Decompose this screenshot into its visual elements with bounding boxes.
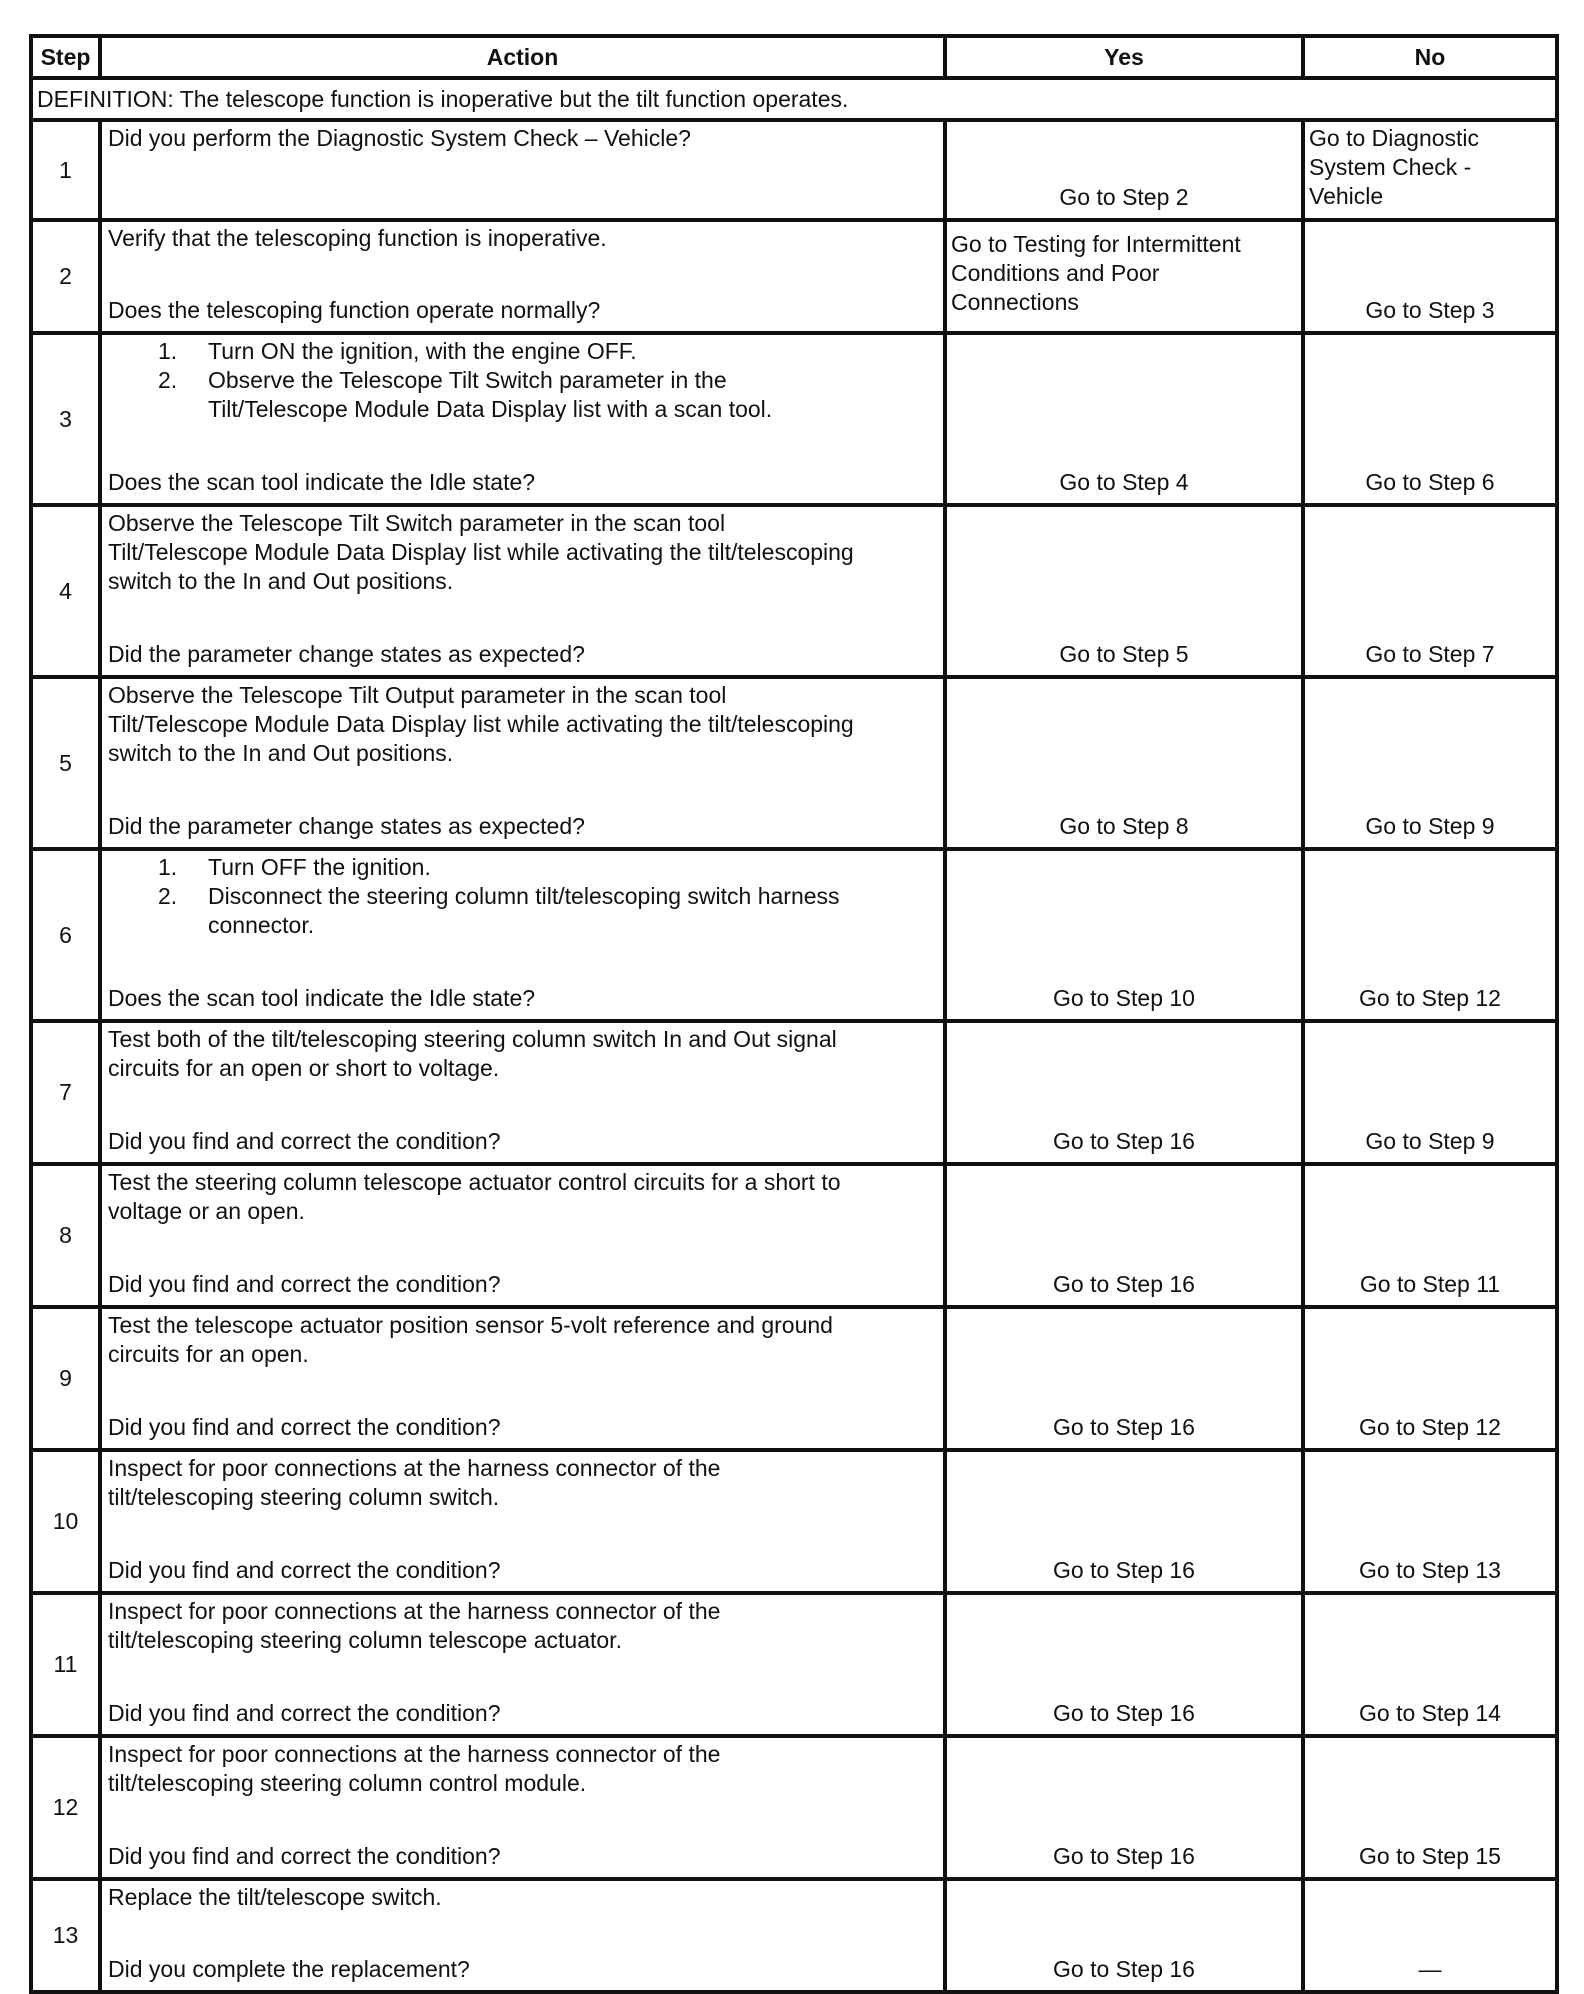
action-line: Observe the Telescope Tilt Switch parameter in the scan tool bbox=[108, 510, 726, 536]
action-line: Test the telescope actuator position sensor 5-volt reference and ground bbox=[108, 1312, 833, 1338]
action-instructions bbox=[108, 1740, 937, 1798]
action-cell bbox=[100, 849, 945, 1021]
action-instructions bbox=[108, 224, 937, 253]
step-number: 12 bbox=[31, 1736, 100, 1879]
instruction-line: Disconnect the steering column tilt/telescoping switch harness bbox=[208, 883, 840, 909]
no-line: Vehicle bbox=[1309, 183, 1384, 209]
instruction-number: 2. bbox=[158, 883, 178, 909]
step-row bbox=[31, 1736, 1557, 1879]
step-row bbox=[31, 677, 1557, 849]
diagnostic-table bbox=[29, 34, 1559, 1994]
step-number: 13 bbox=[31, 1879, 100, 1992]
action-line: circuits for an open. bbox=[108, 1341, 309, 1367]
action-instructions bbox=[108, 853, 937, 940]
yes-cell: Go to Step 16 bbox=[945, 1736, 1303, 1879]
no-cell: Go to Step 13 bbox=[1303, 1450, 1557, 1593]
action-instructions bbox=[108, 1597, 937, 1655]
instruction-line: Observe the Telescope Tilt Switch parameter in the bbox=[208, 367, 727, 393]
yes-cell bbox=[945, 220, 1303, 333]
step-number: 4 bbox=[31, 505, 100, 677]
action-content bbox=[108, 224, 937, 325]
action-content bbox=[108, 1740, 937, 1871]
step-row bbox=[31, 333, 1557, 505]
action-cell bbox=[100, 1879, 945, 1992]
step-number: 11 bbox=[31, 1593, 100, 1736]
step-row bbox=[31, 220, 1557, 333]
action-line: Verify that the telescoping function is inoperative. bbox=[108, 225, 607, 251]
action-instructions bbox=[108, 1168, 937, 1226]
yes-cell: Go to Step 10 bbox=[945, 849, 1303, 1021]
action-question: Does the scan tool indicate the Idle state? bbox=[108, 469, 536, 495]
action-line: tilt/telescoping steering column telescope actuator. bbox=[108, 1627, 622, 1653]
action-question: Did the parameter change states as expected? bbox=[108, 641, 585, 667]
action-content bbox=[108, 1883, 937, 1984]
action-line: voltage or an open. bbox=[108, 1198, 305, 1224]
action-instructions bbox=[108, 1883, 937, 1912]
step-row bbox=[31, 120, 1557, 220]
action-line: Inspect for poor connections at the harness connector of the bbox=[108, 1455, 721, 1481]
action-content bbox=[108, 337, 937, 497]
action-cell bbox=[100, 1021, 945, 1164]
instruction-item bbox=[158, 882, 937, 940]
header-step: Step bbox=[31, 36, 100, 78]
definition-text: DEFINITION: The telescope function is inoperative but the tilt function operates. bbox=[31, 78, 1557, 120]
action-content bbox=[108, 1311, 937, 1442]
instruction-list bbox=[108, 853, 937, 940]
step-number: 5 bbox=[31, 677, 100, 849]
action-line: Inspect for poor connections at the harness connector of the bbox=[108, 1741, 721, 1767]
action-content bbox=[108, 1168, 937, 1299]
no-cell: Go to Step 14 bbox=[1303, 1593, 1557, 1736]
step-number: 1 bbox=[31, 120, 100, 220]
action-instructions bbox=[108, 124, 937, 153]
definition-row bbox=[31, 78, 1557, 120]
header-yes: Yes bbox=[945, 36, 1303, 78]
step-number: 3 bbox=[31, 333, 100, 505]
yes-cell: Go to Step 8 bbox=[945, 677, 1303, 849]
action-line: Did you perform the Diagnostic System Check – Vehicle? bbox=[108, 125, 691, 151]
step-row bbox=[31, 1593, 1557, 1736]
header-row bbox=[31, 36, 1557, 78]
step-number: 10 bbox=[31, 1450, 100, 1593]
yes-cell: Go to Step 16 bbox=[945, 1879, 1303, 1992]
step-number: 9 bbox=[31, 1307, 100, 1450]
action-instructions bbox=[108, 1454, 937, 1512]
action-question: Did you find and correct the condition? bbox=[108, 1557, 501, 1583]
no-cell: Go to Step 3 bbox=[1303, 220, 1557, 333]
action-content bbox=[108, 853, 937, 1013]
yes-cell: Go to Step 2 bbox=[945, 120, 1303, 220]
header-no: No bbox=[1303, 36, 1557, 78]
action-instructions bbox=[108, 337, 937, 424]
action-question: Did you find and correct the condition? bbox=[108, 1128, 501, 1154]
action-line: circuits for an open or short to voltage. bbox=[108, 1055, 500, 1081]
yes-cell: Go to Step 16 bbox=[945, 1307, 1303, 1450]
action-cell bbox=[100, 1164, 945, 1307]
action-instructions bbox=[108, 1025, 937, 1083]
action-question: Does the telescoping function operate normally? bbox=[108, 297, 601, 323]
action-content bbox=[108, 124, 937, 212]
action-line: Tilt/Telescope Module Data Display list while activating the tilt/telescoping bbox=[108, 539, 854, 565]
yes-cell: Go to Step 16 bbox=[945, 1450, 1303, 1593]
action-line: switch to the In and Out positions. bbox=[108, 568, 454, 594]
action-content bbox=[108, 509, 937, 669]
action-line: switch to the In and Out positions. bbox=[108, 740, 454, 766]
yes-line: Connections bbox=[951, 289, 1079, 315]
step-row bbox=[31, 1879, 1557, 1992]
no-cell bbox=[1303, 120, 1557, 220]
action-cell bbox=[100, 677, 945, 849]
action-cell bbox=[100, 333, 945, 505]
instruction-item bbox=[158, 337, 937, 366]
no-cell: Go to Step 15 bbox=[1303, 1736, 1557, 1879]
action-instructions bbox=[108, 1311, 937, 1369]
no-cell: Go to Step 12 bbox=[1303, 1307, 1557, 1450]
action-line: tilt/telescoping steering column switch. bbox=[108, 1484, 500, 1510]
action-cell bbox=[100, 1736, 945, 1879]
step-row bbox=[31, 849, 1557, 1021]
no-cell: Go to Step 9 bbox=[1303, 677, 1557, 849]
step-number: 2 bbox=[31, 220, 100, 333]
action-instructions bbox=[108, 681, 937, 768]
action-cell bbox=[100, 120, 945, 220]
action-line: Tilt/Telescope Module Data Display list while activating the tilt/telescoping bbox=[108, 711, 854, 737]
header-action: Action bbox=[100, 36, 945, 78]
action-question: Did you find and correct the condition? bbox=[108, 1843, 501, 1869]
action-cell bbox=[100, 1307, 945, 1450]
yes-cell: Go to Step 16 bbox=[945, 1021, 1303, 1164]
action-line: Inspect for poor connections at the harness connector of the bbox=[108, 1598, 721, 1624]
action-instructions bbox=[108, 509, 937, 596]
yes-cell: Go to Step 5 bbox=[945, 505, 1303, 677]
step-number: 7 bbox=[31, 1021, 100, 1164]
step-row bbox=[31, 1164, 1557, 1307]
action-line: tilt/telescoping steering column control module. bbox=[108, 1770, 587, 1796]
no-line: System Check - bbox=[1309, 154, 1472, 180]
instruction-item bbox=[158, 366, 937, 424]
yes-line: Conditions and Poor bbox=[951, 260, 1160, 286]
no-cell: Go to Step 12 bbox=[1303, 849, 1557, 1021]
step-row bbox=[31, 1307, 1557, 1450]
yes-cell: Go to Step 16 bbox=[945, 1164, 1303, 1307]
action-cell bbox=[100, 505, 945, 677]
yes-cell: Go to Step 16 bbox=[945, 1593, 1303, 1736]
no-cell: Go to Step 6 bbox=[1303, 333, 1557, 505]
action-content bbox=[108, 681, 937, 841]
no-cell: Go to Step 7 bbox=[1303, 505, 1557, 677]
step-row bbox=[31, 505, 1557, 677]
action-question: Did you find and correct the condition? bbox=[108, 1700, 501, 1726]
action-line: Observe the Telescope Tilt Output parameter in the scan tool bbox=[108, 682, 727, 708]
action-content bbox=[108, 1454, 937, 1585]
action-question: Did you complete the replacement? bbox=[108, 1956, 470, 1982]
instruction-line: Turn ON the ignition, with the engine OFF. bbox=[208, 338, 637, 364]
step-row bbox=[31, 1450, 1557, 1593]
action-line: Test the steering column telescope actuator control circuits for a short to bbox=[108, 1169, 841, 1195]
step-number: 8 bbox=[31, 1164, 100, 1307]
yes-line: Go to Testing for Intermittent bbox=[951, 231, 1241, 257]
action-content bbox=[108, 1597, 937, 1728]
instruction-number: 2. bbox=[158, 367, 178, 393]
instruction-line: Tilt/Telescope Module Data Display list with a scan tool. bbox=[208, 396, 773, 422]
instruction-line: Turn OFF the ignition. bbox=[208, 854, 431, 880]
no-cell: Go to Step 9 bbox=[1303, 1021, 1557, 1164]
instruction-line: connector. bbox=[208, 912, 315, 938]
action-cell bbox=[100, 220, 945, 333]
action-question: Did the parameter change states as expected? bbox=[108, 813, 585, 839]
action-cell bbox=[100, 1593, 945, 1736]
yes-cell: Go to Step 4 bbox=[945, 333, 1303, 505]
action-question: Did you find and correct the condition? bbox=[108, 1271, 501, 1297]
action-content bbox=[108, 1025, 937, 1156]
instruction-number: 1. bbox=[158, 854, 178, 880]
action-line: Replace the tilt/telescope switch. bbox=[108, 1884, 442, 1910]
instruction-number: 1. bbox=[158, 338, 178, 364]
no-cell: Go to Step 11 bbox=[1303, 1164, 1557, 1307]
no-cell: — bbox=[1303, 1879, 1557, 1992]
instruction-item bbox=[158, 853, 937, 882]
action-question: Does the scan tool indicate the Idle state? bbox=[108, 985, 536, 1011]
step-number: 6 bbox=[31, 849, 100, 1021]
no-line: Go to Diagnostic bbox=[1309, 125, 1480, 151]
step-row bbox=[31, 1021, 1557, 1164]
action-line: Test both of the tilt/telescoping steering column switch In and Out signal bbox=[108, 1026, 837, 1052]
action-question: Did you find and correct the condition? bbox=[108, 1414, 501, 1440]
action-cell bbox=[100, 1450, 945, 1593]
instruction-list bbox=[108, 337, 937, 424]
